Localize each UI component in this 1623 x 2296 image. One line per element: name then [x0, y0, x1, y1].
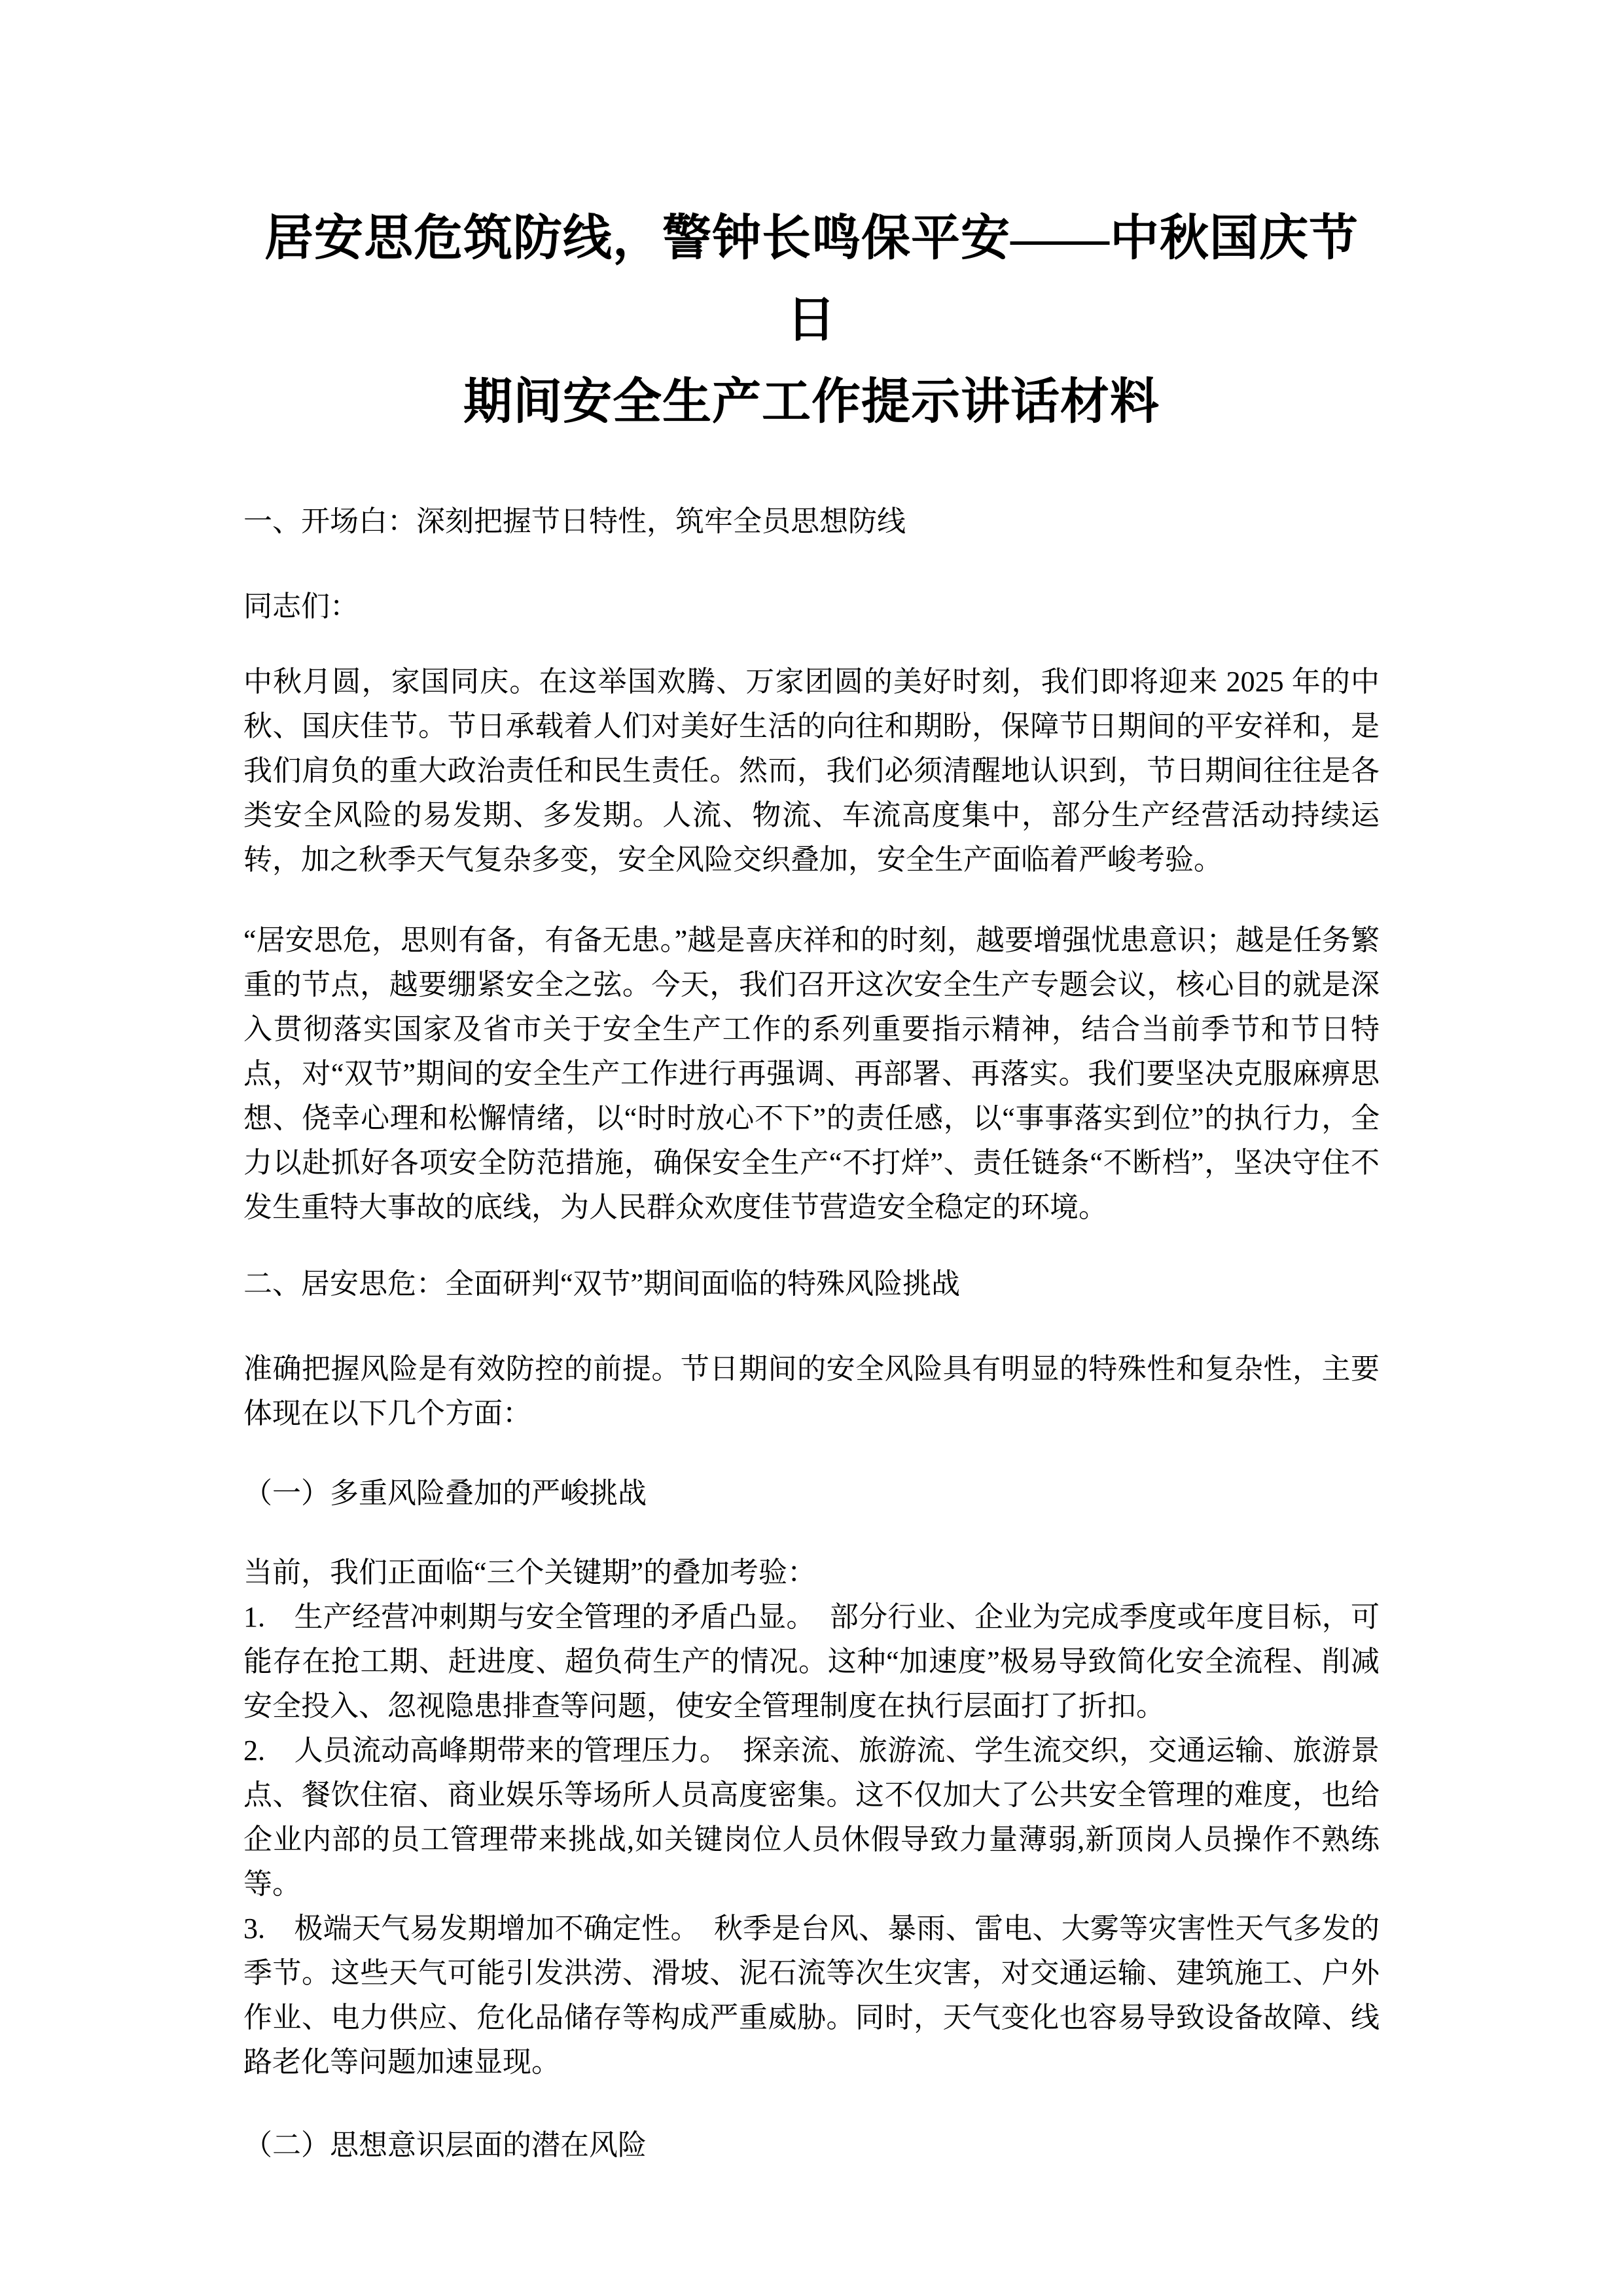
document-title [243, 198, 1380, 443]
section-1-heading: 一、开场白：深刻把握节日特性，筑牢全员思想防线 [243, 505, 906, 537]
risk-item-1: 1. 生产经营冲刺期与安全管理的矛盾凸显。 部分行业、企业为完成季度或年度目标，可能存在抢工期、赶进度、超负荷生产的情况。这种“加速度”极易导致简化安全流程、削减安全投入、忽视隐患排查等问题，使安全管理制度在执行层面打了折扣。 [243, 1601, 1380, 1722]
risk-item-3: 3. 极端天气易发期增加不确定性。 秋季是台风、暴雨、雷电、大雾等灾害性天气多发的季节。这些天气可能引发洪涝、滑坡、泥石流等次生灾害，对交通运输、建筑施工、户外作业、电力供应、危化品储存等构成严重威胁。同时，天气变化也容易导致设备故障、线路老化等问题加速显现。 [243, 1912, 1380, 2078]
section-2-intro: 准确把握风险是有效防控的前提。节日期间的安全风险具有明显的特殊性和复杂性，主要体现在以下几个方面： [243, 1353, 1380, 1429]
section-2-heading: 二、居安思危：全面研判“双节”期间面临的特殊风险挑战 [243, 1268, 961, 1300]
subsection-1-lead: 当前，我们正面临“三个关键期”的叠加考验： [243, 1556, 817, 1588]
subsection-1-heading: （一）多重风险叠加的严峻挑战 [243, 1477, 647, 1509]
salutation: 同志们： [243, 590, 359, 622]
title-line-1: 居安思危筑防线，警钟长鸣保平安——中秋国庆节日 [264, 211, 1359, 348]
risk-item-2: 2. 人员流动高峰期带来的管理压力。 探亲流、旅游流、学生流交织，交通运输、旅游景点、餐饮住宿、商业娱乐等场所人员高度密集。这不仅加大了公共安全管理的难度，也给企业内部的员工管理带来挑战,如关键岗位人员休假导致力量薄弱,新顶岗人员操作不熟练等。 [243, 1734, 1380, 1900]
title-line-2: 期间安全生产工作提示讲话材料 [463, 375, 1160, 429]
paragraph-theme: “居安思危，思则有备，有备无患。”越是喜庆祥和的时刻，越要增强忧患意识；越是任务繁重的节点，越要绷紧安全之弦。今天，我们召开这次安全生产专题会议，核心目的就是深入贯彻落实国家及省市关于安全生产工作的系列重要指示精神，结合当前季节和节日特点，对“双节”期间的安全生产工作进行再强调、再部署、再落实。我们要坚决克服麻痹思想、侥幸心理和松懈情绪，以“时时放心不下”的责任感，以“事事落实到位”的执行力，全力以赴抓好各项安全防范措施，确保安全生产“不打烊”、责任链条“不断档”，坚决守住不发生重特大事故的底线，为人民群众欢度佳节营造安全稳定的环境。 [243, 924, 1380, 1223]
subsection-2-heading: （二）思想意识层面的潜在风险 [243, 2129, 647, 2161]
paragraph-opening: 中秋月圆，家国同庆。在这举国欢腾、万家团圆的美好时刻，我们即将迎来 2025 年的中秋、国庆佳节。节日承载着人们对美好生活的向往和期盼，保障节日期间的平安祥和，是我们肩负的重大政治责任和民生责任。然而，我们必须清醒地认识到，节日期间往往是各类安全风险的易发期、多发期。人流、物流、车流高度集中，部分生产经营活动持续运转，加之秋季天气复杂多变，安全风险交织叠加，安全生产面临着严峻考验。 [243, 666, 1380, 876]
